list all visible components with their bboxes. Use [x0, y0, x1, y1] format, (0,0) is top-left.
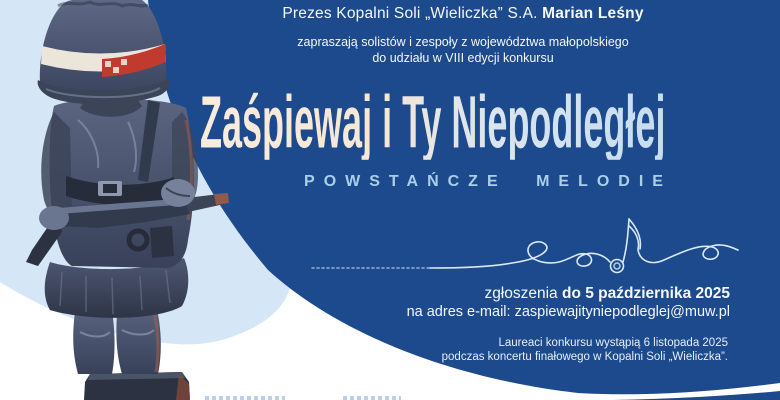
header-block	[150, 5, 776, 65]
submission-deadline	[407, 285, 730, 302]
finale-block	[442, 336, 728, 364]
submission-prefix: zgłoszenia	[484, 285, 558, 302]
submission-email: na adres e-mail: zaspiewajityniepodleglej@muw.pl	[406, 304, 730, 320]
submission-block	[407, 285, 730, 321]
event-subtitle: POWSTAŃCZE MELODIE	[304, 173, 672, 190]
invite-line-1: zapraszają solistów i zespoły z województwa małopolskiego	[297, 35, 629, 49]
organizer-name: Prezes Kopalni Soli „Wieliczka” S.A.	[282, 5, 538, 22]
invite-line-2: do udziału w VIII edycji konkursu	[372, 51, 554, 65]
finale-line-2: podczas koncertu finałowego w Kopalni Soli „Wieliczka”.	[441, 351, 728, 363]
organizer-person: Marian Leśny	[542, 5, 644, 22]
submission-date: do 5 października 2025	[562, 285, 730, 302]
finale-line-1: Laureaci konkursu wystąpią 6 listopada 2025	[498, 337, 728, 349]
cutoff-text-marks-left	[205, 396, 285, 400]
cutoff-text-marks-right	[343, 396, 401, 400]
organizer-line	[150, 5, 776, 22]
event-title: Zaśpiewaj i Ty Niepodległej	[200, 81, 666, 164]
